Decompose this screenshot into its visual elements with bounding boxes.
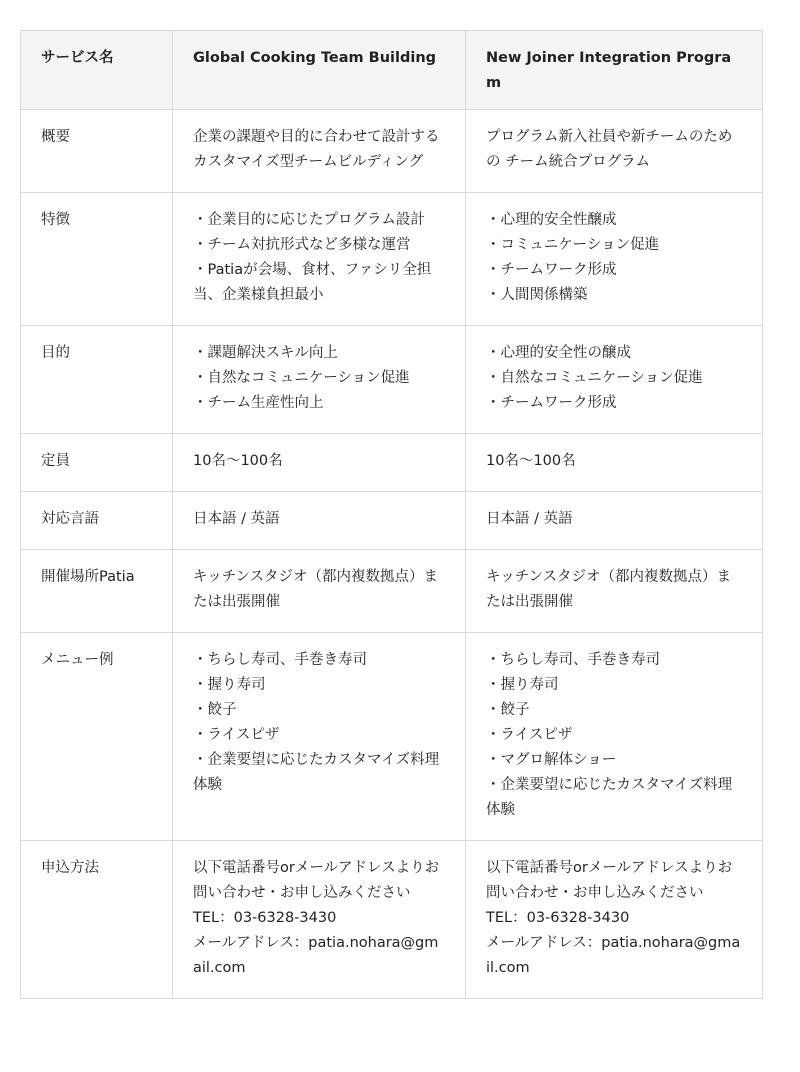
row-label: 対応言語: [21, 492, 173, 550]
header-row: [21, 31, 763, 110]
comparison-table-container: [20, 30, 762, 999]
row-label: 定員: [21, 434, 173, 492]
table-row-capacity: [21, 434, 763, 492]
table-row-purpose: [21, 326, 763, 434]
table-row-overview: [21, 110, 763, 193]
table-body: [21, 110, 763, 999]
row-label: 開催場所Patia: [21, 550, 173, 633]
table-row-features: [21, 193, 763, 326]
cell-global: 日本語 / 英語: [173, 492, 466, 550]
cell-global: ・課題解決スキル向上 ・自然なコミュニケーション促進 ・チーム生産性向上: [173, 326, 466, 434]
row-label: 特徴: [21, 193, 173, 326]
cell-newjoiner: キッチンスタジオ（都内複数拠点）または出張開催: [466, 550, 763, 633]
row-label: 概要: [21, 110, 173, 193]
table-row-application: [21, 841, 763, 999]
table-row-venue: [21, 550, 763, 633]
header-global-cooking: Global Cooking Team Building: [173, 31, 466, 110]
table-row-languages: [21, 492, 763, 550]
header-new-joiner: New Joiner Integration Program: [466, 31, 763, 110]
cell-newjoiner: ・ちらし寿司、手巻き寿司 ・握り寿司 ・餃子 ・ライスピザ ・マグロ解体ショー ・企業要望に応じたカスタマイズ料理体験: [466, 633, 763, 841]
cell-global: 10名〜100名: [173, 434, 466, 492]
cell-global: キッチンスタジオ（都内複数拠点）または出張開催: [173, 550, 466, 633]
cell-global: ・企業目的に応じたプログラム設計 ・チーム対抗形式など多様な運営 ・Patiaが会場、食材、ファシリ全担当、企業様負担最小: [173, 193, 466, 326]
cell-newjoiner: プログラム新入社員や新チームのための チーム統合プログラム: [466, 110, 763, 193]
cell-newjoiner: ・心理的安全性醸成 ・コミュニケーション促進 ・チームワーク形成 ・人間関係構築: [466, 193, 763, 326]
cell-newjoiner: 10名〜100名: [466, 434, 763, 492]
row-label: 目的: [21, 326, 173, 434]
row-label: 申込方法: [21, 841, 173, 999]
cell-global: ・ちらし寿司、手巻き寿司 ・握り寿司 ・餃子 ・ライスピザ ・企業要望に応じたカスタマイズ料理体験: [173, 633, 466, 841]
cell-newjoiner: 以下電話番号orメールアドレスよりお問い合わせ・お申し込みください TEL：03-6328-3430 メールアドレス：patia.nohara@gmail.com: [466, 841, 763, 999]
row-label: メニュー例: [21, 633, 173, 841]
table-row-menu: [21, 633, 763, 841]
service-comparison-table: [20, 30, 763, 999]
cell-newjoiner: ・心理的安全性の醸成 ・自然なコミュニケーション促進 ・チームワーク形成: [466, 326, 763, 434]
header-service-name: サービス名: [21, 31, 173, 110]
cell-global: 以下電話番号orメールアドレスよりお問い合わせ・お申し込みください TEL：03-6328-3430 メールアドレス：patia.nohara@gmail.com: [173, 841, 466, 999]
cell-newjoiner: 日本語 / 英語: [466, 492, 763, 550]
cell-global: 企業の課題や目的に合わせて設計する カスタマイズ型チームビルディング: [173, 110, 466, 193]
table-header: [21, 31, 763, 110]
